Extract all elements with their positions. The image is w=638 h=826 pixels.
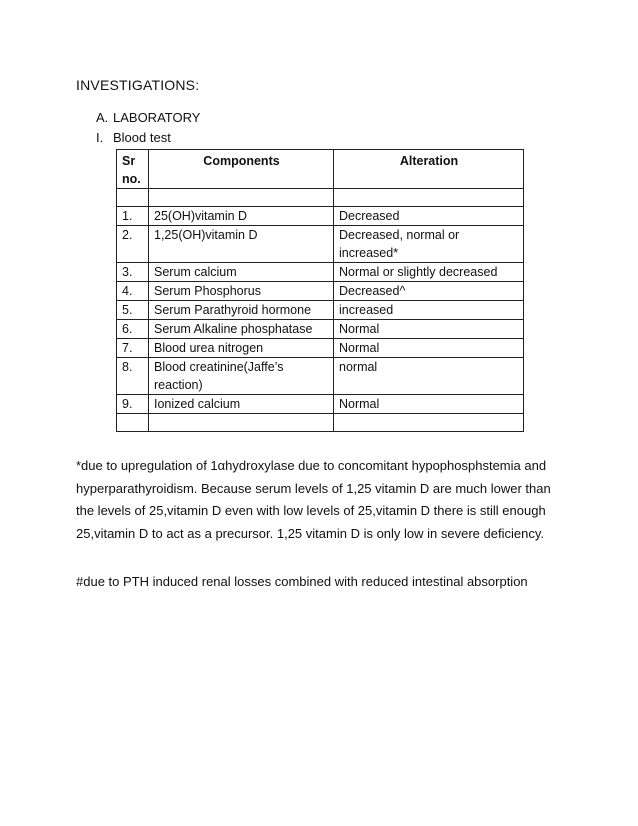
- outline-item-laboratory: [96, 110, 200, 125]
- cell-component: Serum Alkaline phosphatase: [149, 320, 334, 339]
- table-cell: [149, 414, 334, 432]
- blood-test-table: [116, 149, 524, 432]
- cell-component: 25(OH)vitamin D: [149, 207, 334, 226]
- table-row: [117, 320, 524, 339]
- table-cell: [117, 414, 149, 432]
- table-cell: [334, 189, 524, 207]
- cell-component: Serum Phosphorus: [149, 282, 334, 301]
- table-header-row: [117, 150, 524, 189]
- table-cell: [117, 189, 149, 207]
- header-sr-no: Sr no.: [117, 150, 149, 189]
- cell-component: Blood creatinine(Jaffe’s reaction): [149, 358, 334, 395]
- footnote-hydroxylase: *due to upregulation of 1αhydroxylase due to concomitant hypophosphstemia and hyperparathyroidism. Because serum levels of 1,25 vitamin D are much lower than the levels of 25,vitamin D even with low levels of 25,vitamin D there is still enough 25,vitamin D to act as a precursor. 1,25 vitamin D is only low in severe deficiency.: [76, 458, 551, 541]
- header-components: Components: [149, 150, 334, 189]
- cell-sr: 7.: [117, 339, 149, 358]
- table-cell: [149, 189, 334, 207]
- outline-marker: I.: [96, 130, 104, 145]
- cell-sr: 1.: [117, 207, 149, 226]
- cell-component: Serum Parathyroid hormone: [149, 301, 334, 320]
- cell-component: Blood urea nitrogen: [149, 339, 334, 358]
- cell-sr: 8.: [117, 358, 149, 395]
- cell-sr: 4.: [117, 282, 149, 301]
- table-row: [117, 301, 524, 320]
- table-row: [117, 395, 524, 414]
- outline-marker: A.: [96, 110, 109, 125]
- cell-alteration: Decreased: [334, 207, 524, 226]
- cell-alteration: increased: [334, 301, 524, 320]
- cell-alteration: Decreased^: [334, 282, 524, 301]
- outline-label: LABORATORY: [113, 110, 201, 125]
- cell-sr: 3.: [117, 263, 149, 282]
- table-row: [117, 226, 524, 263]
- cell-alteration: Normal: [334, 395, 524, 414]
- table-cell: [334, 414, 524, 432]
- table-row: [117, 263, 524, 282]
- cell-sr: 6.: [117, 320, 149, 339]
- header-alteration: Alteration: [334, 150, 524, 189]
- table-row-empty: [117, 189, 524, 207]
- outline-item-blood-test: [96, 130, 171, 145]
- cell-component: 1,25(OH)vitamin D: [149, 226, 334, 263]
- table-row: [117, 339, 524, 358]
- cell-component: Serum calcium: [149, 263, 334, 282]
- cell-component: Ionized calcium: [149, 395, 334, 414]
- cell-alteration: Decreased, normal or increased*: [334, 226, 524, 263]
- cell-sr: 2.: [117, 226, 149, 263]
- table-row: [117, 207, 524, 226]
- outline-label: Blood test: [113, 130, 171, 145]
- cell-alteration: normal: [334, 358, 524, 395]
- footnote-pth: #due to PTH induced renal losses combined with reduced intestinal absorption: [76, 574, 528, 589]
- cell-alteration: Normal: [334, 339, 524, 358]
- cell-alteration: Normal or slightly decreased: [334, 263, 524, 282]
- section-heading: INVESTIGATIONS:: [76, 77, 200, 93]
- cell-sr: 9.: [117, 395, 149, 414]
- table-row-empty: [117, 414, 524, 432]
- cell-alteration: Normal: [334, 320, 524, 339]
- table-row: [117, 358, 524, 395]
- table-row: [117, 282, 524, 301]
- cell-sr: 5.: [117, 301, 149, 320]
